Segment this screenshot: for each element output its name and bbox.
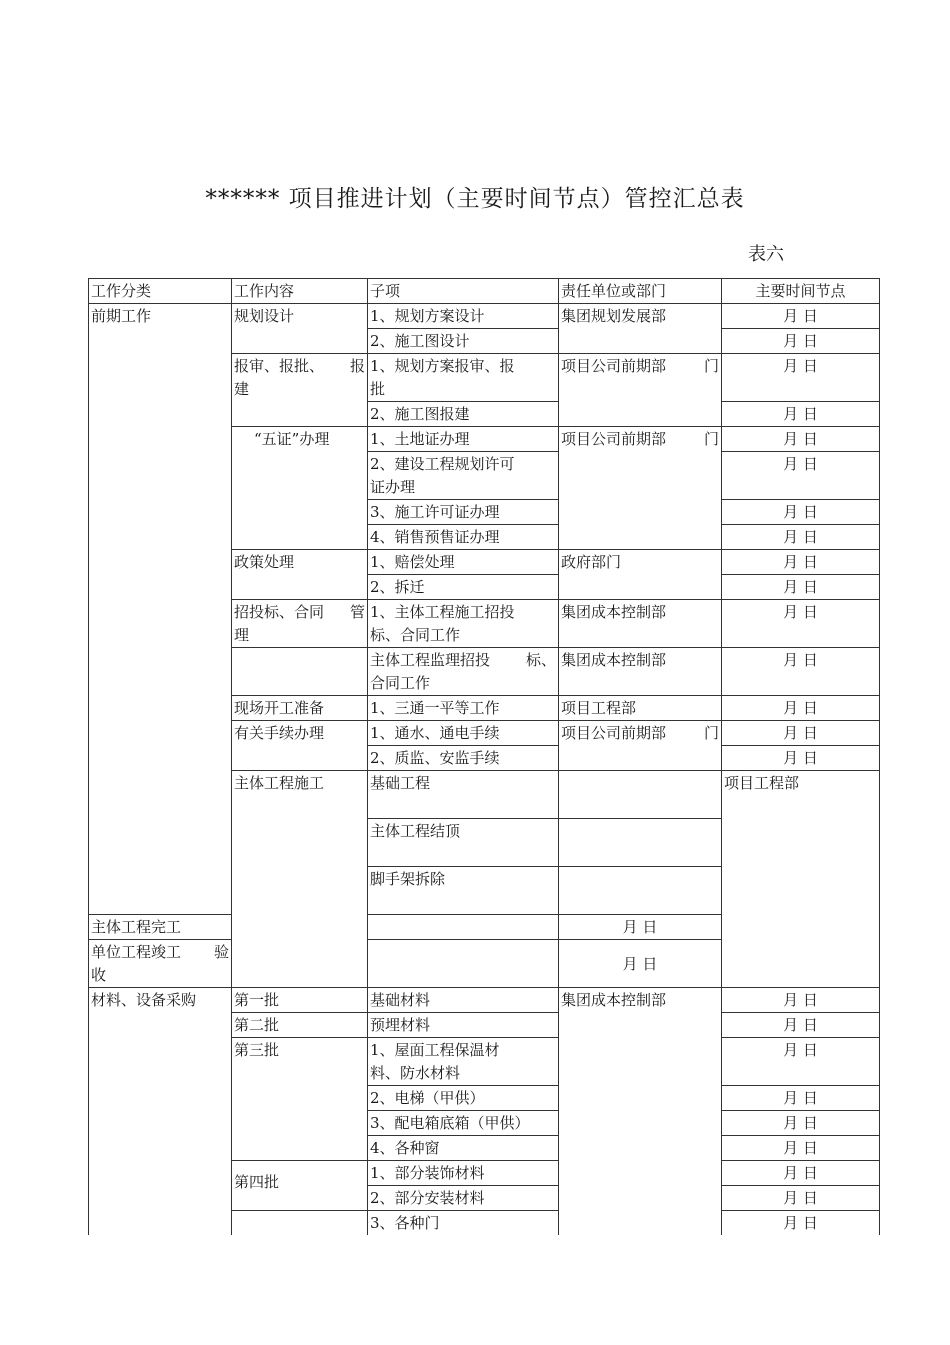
category-cell: 主体工程施工 (232, 771, 368, 988)
date-cell: 月 日 (722, 575, 880, 600)
content-text: 验 (213, 943, 229, 961)
schedule-table (88, 278, 880, 1235)
date-cell: 月 日 (722, 1038, 880, 1086)
content-text: 招投标、合同 (234, 603, 325, 621)
content-text: 报 (349, 357, 365, 375)
category-cell: 前期工作 (89, 304, 232, 915)
content-text: 管 (349, 603, 365, 621)
dept-text: 门 (703, 357, 719, 375)
date-cell: 月 日 (722, 500, 880, 525)
date-cell: 月 日 (559, 915, 722, 940)
date-cell: 月 日 (722, 550, 880, 575)
date-cell: 月 日 (722, 648, 880, 696)
subitem-cell (559, 771, 722, 819)
subitem-cell: 4、销售预售证办理 (368, 525, 559, 550)
dept-text: 门 (703, 430, 719, 448)
content-cell: 主体工程结顶 (368, 819, 559, 867)
table-header-row (89, 279, 880, 304)
subitem-cell (368, 648, 559, 696)
header-cell: 工作分类 (89, 279, 232, 304)
content-cell: 政策处理 (232, 550, 368, 600)
subitem-cell (368, 354, 559, 402)
subitem-cell: 2、拆迁 (368, 575, 559, 600)
content-cell (89, 940, 232, 988)
content-text: 单位工程竣工 (91, 943, 182, 961)
content-cell: 第二批 (232, 1013, 368, 1038)
category-cell: 材料、设备采购 (89, 988, 232, 1236)
content-cell: 现场开工准备 (232, 696, 368, 721)
subitem-text: 1、主体工程施工招投 (370, 603, 515, 621)
subitem-cell (368, 915, 559, 940)
date-cell: 月 日 (722, 304, 880, 329)
date-cell: 月 日 (722, 600, 880, 648)
subitem-cell: 2、施工图设计 (368, 329, 559, 354)
subitem-text: 料、防水材料 (370, 1064, 461, 1082)
subitem-cell (559, 819, 722, 867)
date-cell: 月 日 (722, 721, 880, 746)
content-cell (232, 648, 368, 696)
dept-cell (559, 354, 722, 427)
table-number: 表六 (748, 244, 784, 265)
date-cell: 月 日 (722, 1111, 880, 1136)
subitem-cell: 1、通水、通电手续 (368, 721, 559, 746)
header-cell: 责任单位或部门 (559, 279, 722, 304)
subitem-cell: 基础材料 (368, 988, 559, 1013)
subitem-cell: 4、各种窗 (368, 1136, 559, 1161)
subitem-cell (368, 1038, 559, 1086)
header-cell: 主要时间节点 (722, 279, 880, 304)
dept-cell: 集团成本控制部 (559, 600, 722, 648)
content-cell: 基础工程 (368, 771, 559, 819)
subitem-cell: 1、三通一平等工作 (368, 696, 559, 721)
subitem-cell: 2、施工图报建 (368, 402, 559, 427)
date-cell: 月 日 (722, 1013, 880, 1038)
subitem-cell (368, 600, 559, 648)
date-cell: 月 日 (722, 1086, 880, 1111)
date-cell: 月 日 (722, 746, 880, 771)
date-cell: 月 日 (722, 402, 880, 427)
dept-cell: 政府部门 (559, 550, 722, 600)
dept-text: 项目公司前期部 (561, 357, 667, 375)
dept-cell: 项目工程部 (722, 771, 880, 988)
subitem-cell: 1、部分装饰材料 (368, 1161, 559, 1186)
page-title: ****** 项目推进计划（主要时间节点）管控汇总表 (205, 186, 745, 212)
date-cell: 月 日 (722, 1161, 880, 1186)
subitem-text: 2、建设工程规划许可 (370, 455, 515, 473)
subitem-cell: 1、规划方案设计 (368, 304, 559, 329)
content-cell: “五证”办理 (232, 427, 368, 550)
dept-cell: 集团规划发展部 (559, 304, 722, 354)
date-cell: 月 日 (722, 1186, 880, 1211)
date-cell: 月 日 (722, 1211, 880, 1236)
content-cell: 脚手架拆除 (368, 867, 559, 915)
subitem-text: 合同工作 (370, 674, 431, 692)
content-text: 收 (91, 966, 107, 984)
subitem-cell (368, 452, 559, 500)
subitem-cell: 2、电梯（甲供） (368, 1086, 559, 1111)
dept-cell: 集团成本控制部 (559, 988, 722, 1236)
subitem-cell (368, 940, 559, 988)
subitem-text: 批 (370, 380, 386, 398)
subitem-cell: 1、赔偿处理 (368, 550, 559, 575)
dept-text: 门 (703, 724, 719, 742)
content-cell (232, 1211, 368, 1236)
subitem-text: 1、规划方案报审、报 (370, 357, 515, 375)
content-cell: 主体工程完工 (89, 915, 232, 940)
date-cell: 月 日 (559, 940, 722, 988)
subitem-cell: 1、土地证办理 (368, 427, 559, 452)
subitem-text: 证办理 (370, 478, 416, 496)
table-row (89, 304, 880, 329)
date-cell: 月 日 (722, 329, 880, 354)
content-cell: 有关手续办理 (232, 721, 368, 771)
content-text: 报审、报批、 (234, 357, 325, 375)
date-cell: 月 日 (722, 427, 880, 452)
dept-cell: 项目工程部 (559, 696, 722, 721)
subitem-text: 主体工程监理招投 (370, 651, 491, 669)
content-cell: 规划设计 (232, 304, 368, 354)
content-cell: 第一批 (232, 988, 368, 1013)
content-cell (232, 354, 368, 427)
content-cell: 第三批 (232, 1038, 368, 1161)
dept-cell (559, 427, 722, 550)
subitem-cell: 预埋材料 (368, 1013, 559, 1038)
subitem-text: 标、合同工作 (370, 626, 461, 644)
date-cell: 月 日 (722, 696, 880, 721)
subitem-cell: 3、各种门 (368, 1211, 559, 1236)
content-text: 理 (234, 626, 250, 644)
dept-cell (559, 721, 722, 771)
date-cell: 月 日 (722, 525, 880, 550)
subitem-cell: 2、质监、安监手续 (368, 746, 559, 771)
subitem-cell: 3、配电箱底箱（甲供） (368, 1111, 559, 1136)
subitem-text: 标、 (525, 651, 556, 669)
content-text: 建 (234, 380, 250, 398)
header-cell: 子项 (368, 279, 559, 304)
date-cell: 月 日 (722, 452, 880, 500)
subitem-cell: 2、部分安装材料 (368, 1186, 559, 1211)
dept-text: 项目公司前期部 (561, 724, 667, 742)
subitem-text: 1、屋面工程保温材 (370, 1041, 500, 1059)
date-cell: 月 日 (722, 988, 880, 1013)
header-cell: 工作内容 (232, 279, 368, 304)
subitem-cell: 3、施工许可证办理 (368, 500, 559, 525)
dept-text: 项目公司前期部 (561, 430, 667, 448)
dept-cell: 集团成本控制部 (559, 648, 722, 696)
table-row (89, 988, 880, 1013)
date-cell: 月 日 (722, 354, 880, 402)
date-cell: 月 日 (722, 1136, 880, 1161)
subitem-cell (559, 867, 722, 915)
content-cell (232, 600, 368, 648)
content-cell: 第四批 (232, 1161, 368, 1211)
